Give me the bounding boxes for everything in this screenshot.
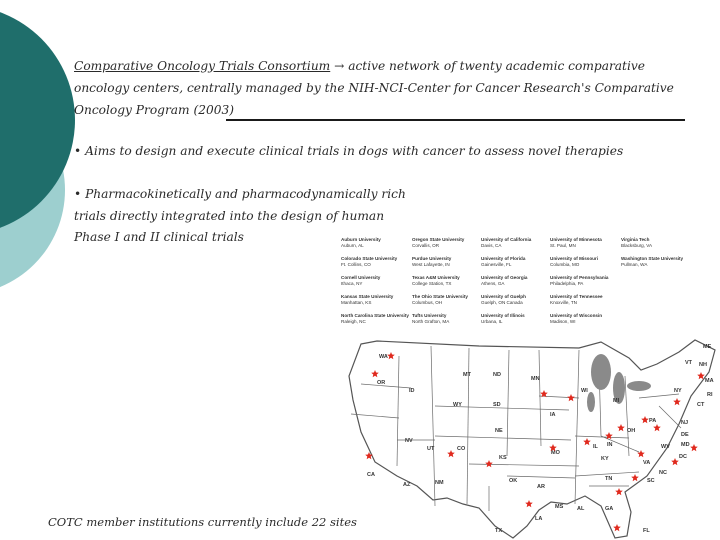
member-location: Gainesville, FL: [481, 262, 512, 267]
member-location: Raleigh, NC: [341, 319, 366, 324]
member-institution: [341, 294, 413, 306]
divider: [226, 119, 685, 121]
state-label: AZ: [403, 482, 411, 488]
member-institution: [621, 237, 693, 249]
member-name: Colorado State University: [341, 256, 398, 261]
member-institution: [481, 294, 553, 306]
caption: COTC member institutions currently include 22 sites: [48, 515, 357, 529]
state-label: UT: [427, 446, 435, 452]
state-label: OR: [377, 380, 386, 386]
state-label: LA: [535, 516, 543, 522]
state-label: NC: [659, 470, 667, 476]
member-institution: [481, 237, 553, 249]
member-institution: [481, 275, 553, 287]
member-institution: [341, 313, 413, 325]
state-label: AL: [577, 506, 585, 512]
state-label: VA: [643, 460, 651, 466]
member-name: North Carolina State University: [341, 313, 409, 318]
member-location: North Grafton, MA: [412, 319, 450, 324]
lake-shape: [591, 354, 611, 390]
state-label: MA: [705, 378, 714, 384]
member-institution: [550, 275, 622, 287]
member-location: Pullman, WA: [621, 262, 648, 267]
member-name: Oregon State University: [412, 237, 465, 242]
state-label: IL: [593, 444, 598, 450]
state-label: OK: [509, 478, 518, 484]
state-label: TX: [495, 528, 503, 534]
member-name: Purdue University: [412, 256, 452, 261]
state-label: FL: [643, 528, 650, 534]
state-label: SC: [647, 478, 655, 484]
state-label: CA: [367, 472, 375, 478]
state-label: NY: [674, 388, 682, 394]
state-label: OH: [627, 428, 636, 434]
state-label: WI: [581, 388, 588, 394]
member-name: University of California: [481, 237, 532, 242]
member-institution: [341, 256, 413, 268]
state-label: IA: [550, 412, 556, 418]
member-institution: [481, 313, 553, 325]
member-location: West Lafayette, IN: [412, 262, 450, 267]
member-name: University of Missouri: [550, 256, 598, 261]
state-label: WA: [379, 354, 388, 360]
state-label: NH: [699, 362, 707, 368]
state-label: AR: [537, 484, 545, 490]
member-institution: [550, 294, 622, 306]
member-name: University of Tennessee: [550, 294, 603, 299]
state-label: WV: [661, 444, 670, 450]
member-name: University of Guelph: [481, 294, 526, 299]
member-location: St. Paul, MN: [550, 243, 576, 248]
member-name: Tufts University: [412, 313, 447, 318]
member-name: The Ohio State University: [412, 294, 468, 299]
state-label: TN: [605, 476, 613, 482]
member-site-star: [690, 444, 698, 451]
member-location: Ithaca, NY: [341, 281, 363, 286]
member-location: Guelph, ON Canada: [481, 300, 523, 305]
member-location: Philadelphia, PA: [550, 281, 584, 286]
state-label: WY: [453, 402, 462, 408]
bullet-pharmacokinetic: • Pharmacokinetically and pharmacodynamically rich trials directly integrated into the design of human Phase I and II clinical trials: [74, 187, 406, 244]
member-location: Madison, WI: [550, 319, 576, 324]
member-location: Auburn, AL: [341, 243, 364, 248]
member-name: Texas A&M University: [412, 275, 460, 280]
member-location: Corvallis, OR: [412, 243, 440, 248]
state-label: ME: [703, 344, 712, 350]
member-institution: [412, 313, 484, 325]
state-label: MN: [531, 376, 540, 382]
member-location: Columbus, OH: [412, 300, 443, 305]
state-label: MS: [555, 504, 564, 510]
us-map: [339, 336, 720, 540]
member-name: University of Georgia: [481, 275, 528, 280]
member-location: Ft. Collins, CO: [341, 262, 371, 267]
member-institution: [412, 275, 484, 287]
state-label: DE: [681, 432, 689, 438]
bullet-aims: • Aims to design and execute clinical trials in dogs with cancer to assess novel therapies: [74, 144, 624, 158]
member-name: Virginia Tech: [621, 237, 650, 242]
member-location: Blacksburg, VA: [621, 243, 653, 248]
member-institution: [550, 313, 622, 325]
member-institution: [341, 237, 413, 249]
member-name: Cornell University: [341, 275, 381, 280]
state-label: ND: [493, 372, 501, 378]
state-label: RI: [707, 392, 713, 398]
member-name: University of Minnesota: [550, 237, 602, 242]
member-name: Kansas State University: [341, 294, 394, 299]
member-institution: [550, 237, 622, 249]
member-name: University of Florida: [481, 256, 526, 261]
member-location: Manhattan, KS: [341, 300, 372, 305]
member-institution: [412, 237, 484, 249]
state-label: CO: [457, 446, 466, 452]
member-name: University of Wisconsin: [550, 313, 603, 318]
state-label: KY: [601, 456, 609, 462]
member-institution: [481, 256, 553, 268]
member-institution: [621, 256, 693, 268]
member-institution: [412, 294, 484, 306]
state-label: GA: [605, 506, 614, 512]
member-location: Athens, GA: [481, 281, 505, 286]
arrow-icon: →: [334, 59, 345, 73]
state-label: MI: [613, 398, 620, 404]
map-shapes: [349, 340, 715, 538]
lake-shape: [627, 381, 651, 391]
member-location: Davis, CA: [481, 243, 502, 248]
state-label: IN: [607, 442, 613, 448]
state-label: MT: [463, 372, 471, 378]
member-location: Urbana, IL: [481, 319, 503, 324]
member-name: University of Pennsylvania: [550, 275, 609, 280]
member-institution: [412, 256, 484, 268]
state-label: NM: [435, 480, 444, 486]
member-site-star: [671, 458, 679, 465]
member-institution: [550, 256, 622, 268]
state-label: NV: [405, 438, 413, 444]
heading-rest: active network of twenty academic comparative oncology centers, centrally managed by the NIH-NCI-Center for Cancer Research's Comparative Oncology Program (2003): [74, 59, 674, 117]
member-name: Washington State University: [621, 256, 684, 261]
heading-lead: Comparative Oncology Trials Consortium: [74, 59, 331, 73]
state-label: KS: [499, 455, 507, 461]
state-label: NJ: [681, 420, 689, 426]
lake-shape: [587, 392, 595, 412]
state-label: CT: [697, 402, 705, 408]
member-location: Columbia, MO: [550, 262, 580, 267]
member-location: Knoxville, TN: [550, 300, 577, 305]
heading-text: [74, 55, 694, 121]
state-label: PA: [649, 418, 657, 424]
state-label: ID: [409, 388, 415, 394]
state-label: DC: [679, 454, 687, 460]
state-label: MD: [681, 442, 690, 448]
member-name: University of Illinois: [481, 313, 525, 318]
state-label: MO: [551, 450, 560, 456]
state-label: NE: [495, 428, 503, 434]
state-label: SD: [493, 402, 501, 408]
decorative-teal-circles: [0, 0, 80, 300]
member-location: College Station, TX: [412, 281, 452, 286]
member-institution: [341, 275, 413, 287]
state-label: VT: [685, 360, 693, 366]
member-name: Auburn University: [341, 237, 381, 242]
